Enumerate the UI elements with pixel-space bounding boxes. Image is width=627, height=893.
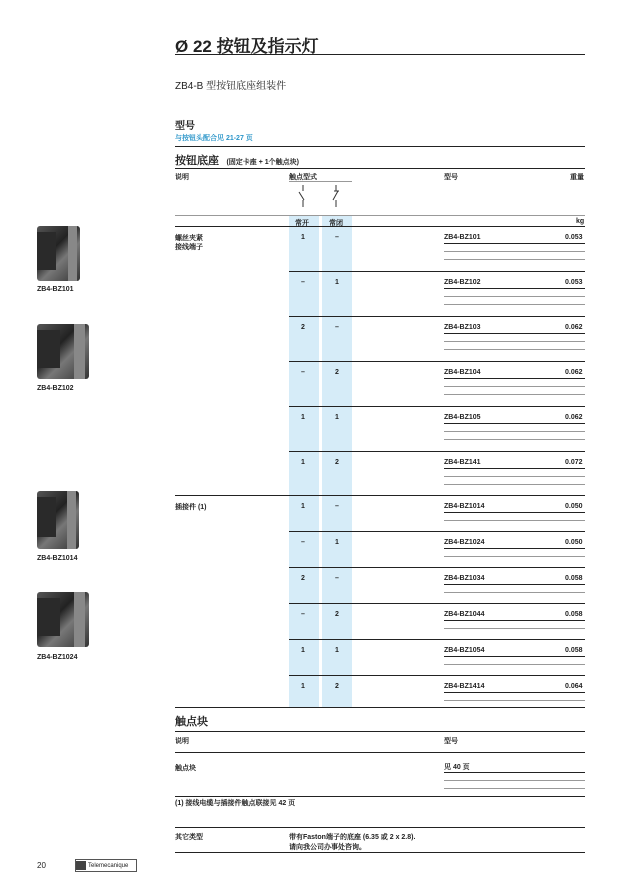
row-nc-count: 1 <box>335 414 339 421</box>
other-label: 其它类型 <box>175 834 203 841</box>
row-no-count: 1 <box>301 503 305 510</box>
row-no-count: 1 <box>301 414 305 421</box>
footnote: (1) 接线电缆与插接件触点联接见 42 页 <box>175 800 296 807</box>
nc-contact-symbol-icon <box>328 185 344 207</box>
row-model: ZB4-BZ1014 <box>444 503 485 510</box>
row-model-rule <box>444 584 585 585</box>
row-model-rule <box>444 476 585 477</box>
photo-label: ZB4-BZ1014 <box>37 555 78 562</box>
row-weight: 0.058 <box>565 611 583 618</box>
row-nc-count: 1 <box>335 279 339 286</box>
row-no-count: 1 <box>301 683 305 690</box>
row-model: ZB4-BZ1044 <box>444 611 485 618</box>
row-model-rule <box>444 664 585 665</box>
row-separator <box>289 406 585 407</box>
contact-model-rule <box>444 780 585 781</box>
col-model: 型号 <box>444 174 458 181</box>
row-separator <box>289 531 585 532</box>
row-model: ZB4-BZ1414 <box>444 683 485 690</box>
row-weight: 0.058 <box>565 647 583 654</box>
product-photo-zb4-bz1024 <box>37 592 89 647</box>
row-nc-count: – <box>335 503 339 510</box>
row-model: ZB4-BZ105 <box>444 414 481 421</box>
row-weight: 0.062 <box>565 324 583 331</box>
row-model-rule <box>444 592 585 593</box>
no-contact-symbol-icon <box>295 185 311 207</box>
photo-label: ZB4-BZ102 <box>37 385 74 392</box>
col-unit: kg <box>576 218 585 225</box>
row-no-count: 1 <box>301 234 305 241</box>
rows-bottom-rule <box>175 707 585 708</box>
row-model-rule <box>444 628 585 629</box>
row-model-rule <box>444 386 585 387</box>
row-model-rule <box>444 548 585 549</box>
section-base <box>175 151 299 169</box>
other-rule <box>175 827 585 828</box>
row-weight: 0.053 <box>565 279 583 286</box>
row-model-rule <box>444 468 585 469</box>
subtitle: ZB4-B 型按钮底座组装件 <box>175 81 287 92</box>
row-model-rule <box>444 259 585 260</box>
row-weight: 0.050 <box>565 539 583 546</box>
row-weight: 0.062 <box>565 369 583 376</box>
row-separator <box>289 639 585 640</box>
row-model-rule <box>444 692 585 693</box>
row-nc-count: 2 <box>335 459 339 466</box>
row-model: ZB4-BZ141 <box>444 459 481 466</box>
desc-screw-line1: 螺丝夹紧 <box>175 235 203 242</box>
product-photo-zb4-bz1014 <box>37 491 79 549</box>
row-model: ZB4-BZ101 <box>444 234 481 241</box>
row-model-rule <box>444 251 585 252</box>
contact-header-rule-bottom <box>175 752 585 753</box>
row-model: ZB4-BZ1024 <box>444 539 485 546</box>
row-model-rule <box>444 349 585 350</box>
row-nc-count: – <box>335 575 339 582</box>
row-weight: 0.053 <box>565 234 583 241</box>
row-weight: 0.062 <box>565 414 583 421</box>
row-model-rule <box>444 656 585 657</box>
brand-name: Telemecanique <box>88 862 129 869</box>
contact-desc: 触点块 <box>175 765 196 772</box>
contact-col-model: 型号 <box>444 738 458 745</box>
row-nc-count: 1 <box>335 647 339 654</box>
photo-label: ZB4-BZ101 <box>37 286 74 293</box>
contact-model[interactable]: 见 40 页 <box>444 764 470 771</box>
row-weight: 0.058 <box>565 575 583 582</box>
contact-model-rule <box>444 772 585 773</box>
row-model-rule <box>444 512 585 513</box>
row-separator <box>289 675 585 676</box>
row-nc-count: 2 <box>335 611 339 618</box>
row-weight: 0.050 <box>565 503 583 510</box>
model-rule <box>175 146 585 147</box>
row-model: ZB4-BZ103 <box>444 324 481 331</box>
row-nc-count: – <box>335 234 339 241</box>
row-no-count: 1 <box>301 647 305 654</box>
row-model-rule <box>444 620 585 621</box>
brand-logo <box>75 859 137 872</box>
col-weight: 重量 <box>570 174 584 181</box>
contact-col-desc: 说明 <box>175 738 189 745</box>
row-no-count: – <box>301 369 305 376</box>
row-model-rule <box>444 243 585 244</box>
subheader-rule <box>175 215 585 216</box>
row-separator <box>175 495 585 496</box>
col-nc: 常闭 <box>329 220 343 227</box>
section-model-ref[interactable]: 与按钮头配合见 21-27 页 <box>175 135 253 142</box>
row-no-count: – <box>301 539 305 546</box>
contact-header-rule-top <box>175 731 585 732</box>
other-text-line1: 带有Faston端子的底座 (6.35 或 2 x 2.8). <box>289 834 416 841</box>
row-model-rule <box>444 484 585 485</box>
section-contact: 触点块 <box>175 716 208 728</box>
col-contact: 触点型式 <box>289 174 317 181</box>
row-nc-count: 1 <box>335 539 339 546</box>
row-no-count: 2 <box>301 324 305 331</box>
table-body-top-rule <box>175 226 585 227</box>
product-photo-zb4-bz102 <box>37 324 89 379</box>
row-model: ZB4-BZ102 <box>444 279 481 286</box>
row-model-rule <box>444 341 585 342</box>
row-separator <box>289 316 585 317</box>
row-model-rule <box>444 431 585 432</box>
row-model-rule <box>444 296 585 297</box>
table-header-rule <box>175 168 585 169</box>
row-nc-count: 2 <box>335 369 339 376</box>
row-weight: 0.064 <box>565 683 583 690</box>
row-nc-count: – <box>335 324 339 331</box>
row-model-rule <box>444 520 585 521</box>
row-no-count: – <box>301 279 305 286</box>
footnote-rule <box>175 796 585 797</box>
row-model-rule <box>444 288 585 289</box>
section-base-note: (固定卡座 + 1个触点块) <box>226 159 299 166</box>
title-rule <box>175 54 585 55</box>
row-model-rule <box>444 423 585 424</box>
other-bottom-rule <box>175 852 585 853</box>
row-model-rule <box>444 556 585 557</box>
desc-screw-line2: 接线端子 <box>175 244 203 251</box>
desc-connector: 插接件 (1) <box>175 504 207 511</box>
row-separator <box>289 567 585 568</box>
row-model: ZB4-BZ1034 <box>444 575 485 582</box>
contact-header-rule <box>289 181 352 182</box>
row-separator <box>289 451 585 452</box>
row-model-rule <box>444 439 585 440</box>
row-model: ZB4-BZ1054 <box>444 647 485 654</box>
row-nc-count: 2 <box>335 683 339 690</box>
row-model-rule <box>444 378 585 379</box>
row-separator <box>289 271 585 272</box>
brand-mark-icon <box>76 861 86 870</box>
row-model: ZB4-BZ104 <box>444 369 481 376</box>
col-desc: 说明 <box>175 174 189 181</box>
other-text-line2: 请向我公司办事处咨询。 <box>289 844 366 851</box>
page-title: Ø 22 按钮及指示灯 <box>175 37 319 56</box>
row-weight: 0.072 <box>565 459 583 466</box>
product-photo-zb4-bz101 <box>37 226 80 281</box>
row-model-rule <box>444 304 585 305</box>
contact-model-rule <box>444 788 585 789</box>
col-no: 常开 <box>295 220 309 227</box>
section-model: 型号 <box>175 121 195 132</box>
section-base-title: 按钮底座 <box>175 155 219 167</box>
row-separator <box>289 361 585 362</box>
row-no-count: 1 <box>301 459 305 466</box>
page-number: 20 <box>37 861 46 870</box>
photo-label: ZB4-BZ1024 <box>37 654 78 661</box>
row-model-rule <box>444 394 585 395</box>
row-no-count: – <box>301 611 305 618</box>
row-model-rule <box>444 333 585 334</box>
row-separator <box>289 603 585 604</box>
row-model-rule <box>444 700 585 701</box>
row-no-count: 2 <box>301 575 305 582</box>
